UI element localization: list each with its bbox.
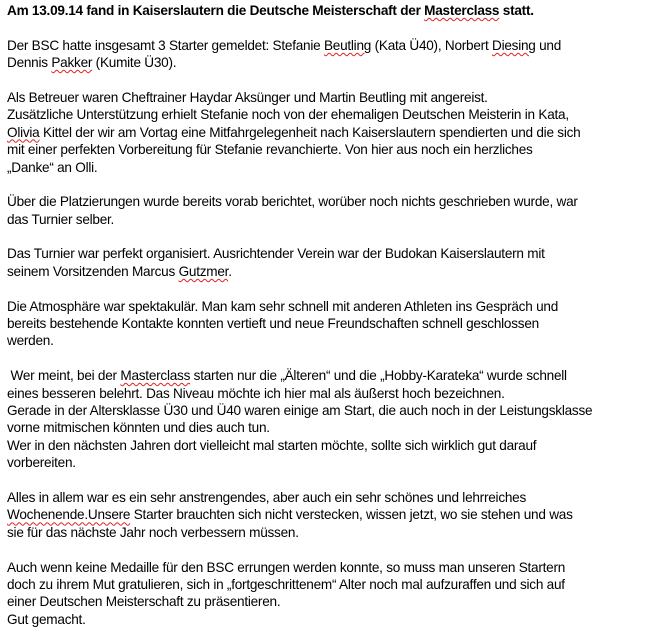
title-text: Am 13.09.14 fand in Kaiserslautern die Deutsche Meisterschaft der: [7, 3, 425, 18]
paragraph-level: [7, 367, 650, 471]
misspelled-word[interactable]: Beutling: [323, 37, 372, 53]
text-line: [7, 367, 650, 384]
blank-line: [7, 176, 650, 193]
text-line: Als Betreuer waren Cheftrainer Haydar Aksünger und Martin Beutling mit angereist.: [7, 89, 488, 105]
misspelled-word[interactable]: Diesing: [492, 37, 536, 53]
document-title: [7, 2, 650, 19]
text-line: Zusätzliche Unterstützung erhielt Stefanie noch von der ehemaligen Deutschen Meisterin in Kata,: [7, 107, 569, 123]
text-run: Kittel der wir am Vortag eine Mitfahrgelegenheit nach Kaiserslautern spendierten und die sich: [39, 124, 581, 140]
misspelled-word[interactable]: Pakker: [51, 55, 93, 71]
text-line: Alles in allem war es ein sehr anstrengendes, aber auch ein sehr schönes und lehrreiches: [7, 489, 527, 505]
blank-line: [7, 350, 650, 367]
text-line: [7, 37, 650, 54]
paragraph-starters: [7, 37, 650, 72]
paragraph-atmosphere: [7, 298, 650, 350]
text-line: [7, 54, 650, 71]
blank-line: [7, 280, 650, 297]
text-line: bereits bestehende Kontakte konnten vertieft und neue Freundschaften schnell geschlossen: [7, 316, 539, 332]
text-run: .: [228, 263, 232, 279]
blank-line: [7, 19, 650, 36]
text-line: Wer in den nächsten Jahren dort vielleicht mal starten möchte, sollte sich wirklich gut darauf: [7, 437, 537, 453]
text-run: seinem Vorsitzenden Marcus: [7, 263, 179, 279]
paragraph-summary: [7, 489, 650, 541]
text-run: starten nur die „Älteren“ und die „Hobby-Karateka“ wurde schnell: [190, 368, 567, 384]
misspelled-word[interactable]: Wochenende.Unsere: [7, 507, 131, 523]
text-line: das Turnier selber.: [7, 211, 115, 227]
text-line: Gut gemacht.: [7, 611, 86, 627]
blank-line: [7, 72, 650, 89]
text-line: doch zu ihrem Mut gratulieren, sich in „fortgeschrittenem“ Alter noch mal aufzuraffen und sich auf: [7, 576, 565, 592]
text-run: Der BSC hatte insgesamt 3 Starter gemeldet: Stefanie: [7, 37, 324, 53]
paragraph-placements: [7, 193, 650, 228]
text-line: einer Deutschen Meisterschaft zu präsentieren.: [7, 594, 281, 610]
text-run: (Kata Ü40), Norbert: [371, 37, 492, 53]
misspelled-word[interactable]: Masterclass: [424, 3, 500, 18]
text-line: werden.: [7, 333, 54, 349]
misspelled-word[interactable]: Olivia: [7, 124, 40, 140]
text-line: Auch wenn keine Medaille für den BSC errungen werden konnte, so muss man unseren Startern: [7, 559, 566, 575]
misspelled-word[interactable]: Masterclass: [120, 368, 191, 384]
blank-line: [7, 541, 650, 558]
text-line: Das Turnier war perfekt organisiert. Ausrichtender Verein war der Budokan Kaiserslautern mit: [7, 246, 545, 262]
title-text: statt.: [499, 3, 534, 18]
paragraph-organization: [7, 245, 650, 280]
text-run: Wer meint, bei der: [7, 368, 121, 384]
text-line: sie für das nächste Jahr noch verbessern müssen.: [7, 524, 299, 540]
blank-line: [7, 228, 650, 245]
paragraph-supporters: [7, 89, 650, 176]
text-line: Gerade in der Altersklasse Ü30 und Ü40 waren einige am Start, die auch noch in der Leistungsklasse: [7, 402, 593, 418]
text-line: vorbereiten.: [7, 455, 76, 471]
text-line: mit einer perfekten Vorbereitung für Stefanie revanchierte. Von hier aus noch ein herzliches: [7, 142, 533, 158]
text-line: „Danke“ an Olli.: [7, 159, 98, 175]
text-run: (Kumite Ü30).: [92, 55, 177, 71]
text-line: vorne mitmischen könnten und dies auch tun.: [7, 420, 270, 436]
text-line: [7, 124, 650, 141]
text-line: Die Atmosphäre war spektakulär. Man kam sehr schnell mit anderen Athleten ins Gespräch und: [7, 298, 558, 314]
misspelled-word[interactable]: Gutzmer: [178, 263, 229, 279]
text-line: [7, 263, 650, 280]
text-run: und: [535, 37, 562, 53]
text-run: Dennis: [7, 55, 52, 71]
blank-line: [7, 472, 650, 489]
text-line: Über die Platzierungen wurde bereits vorab berichtet, worüber noch nichts geschrieben wurde, war: [7, 194, 578, 210]
text-run: Starter brauchten sich nicht verstecken, wissen jetzt, wo sie stehen und was: [130, 507, 573, 523]
text-line: [7, 506, 650, 523]
text-line: eines besseren belehrt. Das Niveau möchte ich hier mal als äußerst hoch bezeichnen.: [7, 385, 505, 401]
paragraph-conclusion: [7, 559, 650, 629]
